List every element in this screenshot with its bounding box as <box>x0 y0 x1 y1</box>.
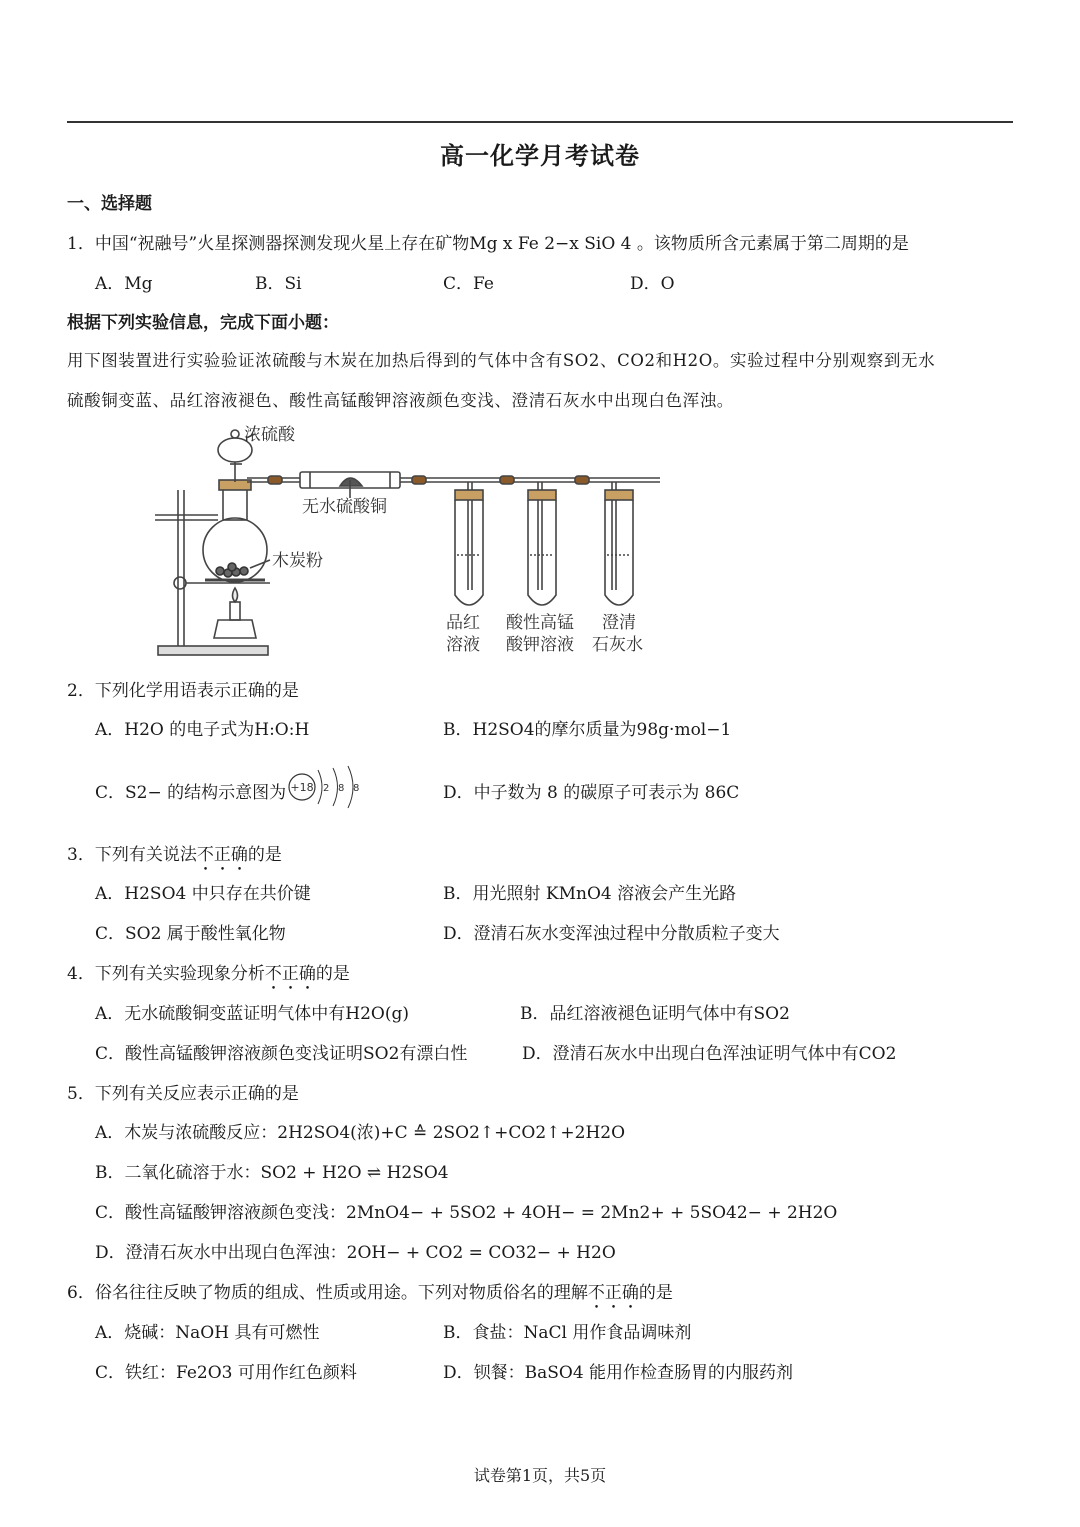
q4-option-a: A．无水硫酸铜变蓝证明气体中有H2O(g) <box>95 1004 410 1024</box>
label-tube3-line1: 澄清 <box>602 613 636 633</box>
shell-3-count: 8 <box>353 783 360 794</box>
q1-option-b: B．Si <box>255 274 302 294</box>
q3-option-a: A．H2SO4 中只存在共价键 <box>95 884 311 904</box>
label-tube1-line1: 品红 <box>446 613 480 633</box>
q6-option-b: B．食盐：NaCl 用作食品调味剂 <box>443 1323 692 1343</box>
info-line-2: 硫酸铜变蓝、品红溶液褪色、酸性高锰酸钾溶液颜色变浅、澄清石灰水中出现白色浑浊。 <box>67 391 734 410</box>
q1-option-c: C．Fe <box>443 274 494 294</box>
q1-option-a: A．Mg <box>95 274 153 294</box>
s2-structure-diagram <box>286 762 366 812</box>
q2-option-a: A．H2O 的电子式为H:O:H <box>95 720 310 740</box>
shell-2-count: 8 <box>338 783 345 794</box>
q2-option-b: B．H2SO4的摩尔质量为98g·mol−1 <box>443 720 732 740</box>
label-anhydrous-cuso4: 无水硫酸铜 <box>302 497 387 517</box>
q5-option-a: A．木炭与浓硫酸反应：2H2SO4(浓)+C ≙ 2SO2↑+CO2↑+2H2O <box>95 1123 626 1143</box>
q2-stem: 2．下列化学用语表示正确的是 <box>67 681 299 701</box>
info-line-1: 用下图装置进行实验验证浓硫酸与木炭在加热后得到的气体中含有SO2、CO2和H2O。实验过程中分别观察到无水 <box>67 351 936 370</box>
q4-option-d: D．澄清石灰水中出现白色浑浊证明气体中有CO2 <box>522 1044 897 1064</box>
q3-stem: 3．下列有关说法不正确的是 <box>67 845 282 865</box>
shell-1-count: 2 <box>323 783 330 794</box>
q3-option-d: D．澄清石灰水变浑浊过程中分散质粒子变大 <box>443 924 780 944</box>
label-tube1-line2: 溶液 <box>446 635 480 655</box>
q1-stem: 1．中国“祝融号”火星探测器探测发现火星上存在矿物Mg x Fe 2−x SiO 4 。该物质所含元素属于第二周期的是 <box>67 234 909 254</box>
section-heading: 一、选择题 <box>67 194 152 214</box>
label-tube3-line2: 石灰水 <box>592 635 643 655</box>
apparatus-figure <box>150 420 670 665</box>
label-charcoal: 木炭粉 <box>272 551 323 571</box>
q6-stem: 6．俗名往往反映了物质的组成、性质或用途。下列对物质俗名的理解不正确的是 <box>67 1283 673 1303</box>
info-heading: 根据下列实验信息，完成下面小题： <box>67 313 339 333</box>
label-tube2-line2: 酸钾溶液 <box>506 635 574 655</box>
q3-option-b: B．用光照射 KMnO4 溶液会产生光路 <box>443 884 737 904</box>
label-tube2-line1: 酸性高锰 <box>506 613 574 633</box>
q6-option-d: D．钡餐：BaSO4 能用作检查肠胃的内服药剂 <box>443 1363 794 1383</box>
q6-option-c: C．铁红：Fe2O3 可用作红色颜料 <box>95 1363 357 1383</box>
q5-stem: 5．下列有关反应表示正确的是 <box>67 1084 299 1104</box>
top-rule <box>67 121 1013 123</box>
q6-option-a: A．烧碱：NaOH 具有可燃性 <box>95 1323 320 1343</box>
page-title: 高一化学月考试卷 <box>440 142 640 170</box>
q4-option-c: C．酸性高锰酸钾溶液颜色变浅证明SO2有漂白性 <box>95 1044 468 1064</box>
page-footer: 试卷第1页，共5页 <box>473 1466 607 1485</box>
q2-option-c: C．S2− 的结构示意图为 <box>95 783 287 803</box>
q3-option-c: C．SO2 属于酸性氧化物 <box>95 924 286 944</box>
q1-option-d: D．O <box>630 274 675 294</box>
q4-option-b: B．品红溶液褪色证明气体中有SO2 <box>520 1004 790 1024</box>
q2-option-d: D．中子数为 8 的碳原子可表示为 86C <box>443 783 740 803</box>
label-concentrated-acid: 浓硫酸 <box>244 425 295 445</box>
q5-option-c: C．酸性高锰酸钾溶液颜色变浅：2MnO4− + 5SO2 + 4OH− = 2Mn2+ + 5SO42− + 2H2O <box>95 1203 838 1223</box>
q4-stem: 4．下列有关实验现象分析不正确的是 <box>67 964 350 984</box>
q5-option-b: B．二氧化硫溶于水：SO2 + H2O ⇌ H2SO4 <box>95 1163 449 1183</box>
nucleus-charge: +18 <box>290 781 314 794</box>
q5-option-d: D．澄清石灰水中出现白色浑浊：2OH− + CO2 = CO32− + H2O <box>95 1243 616 1263</box>
